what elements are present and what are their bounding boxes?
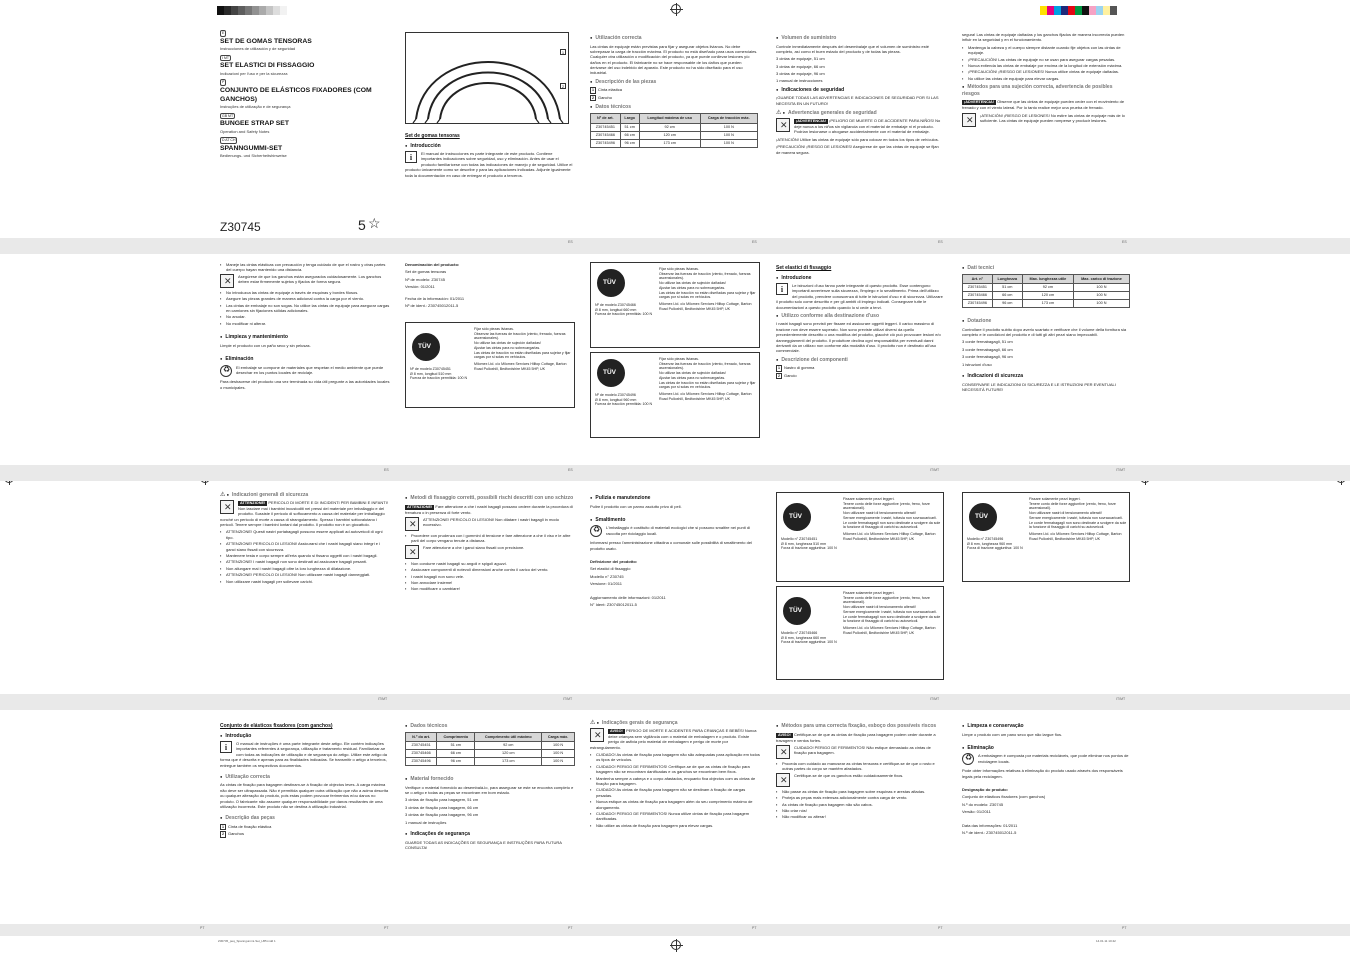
list-item: ▪ Asegure las piezas grandes de manera adicional contra la carga por el viento. <box>220 296 390 301</box>
version-line: Versão: 01/2011 <box>962 809 991 815</box>
part-1: 1 Cinta elástica <box>592 87 622 93</box>
supply-item: 3 cintas de fixação para bagagem, 66 cm <box>405 804 479 810</box>
warning-text: Certifique-se de que as cintas de fixação para bagagem podem ceder durante a travagem e ventos fortes. <box>776 731 936 743</box>
clean-text: Limpe o produto com um pano seco que não largue fios. <box>962 731 1063 737</box>
version-line: Versione: 01/2011 <box>590 581 622 587</box>
tuv-instructions: Fissare solamente pezzi leggeri. Tenere conto delle forze aggiuntive (vento, freno, forze ascensionali). Non utilizzare nastri di tensionamento alterati! Serrare energicamente i nastri, tuttavia non sovraccaricarli. Le corde fermabagagli non sono destinate a svolgere da sole la funzione di fissaggio di carichi su autoveicoli. Milomex Ltd. c/o Milomex Services Hilltop Cottage, Barton Road Pulloxhill, Bedfordshire MK45 5HP, UK <box>843 591 941 635</box>
supply-item: 3 corde fermabagagli, 96 cm <box>962 354 1013 360</box>
lang-badge: GB MT <box>222 113 234 118</box>
pt-general-safety <box>590 720 760 829</box>
page-label: ES <box>568 240 573 244</box>
list-item: ▪ Proceda com cuidado ao manusear as cintas tensoras e certifique-se de que o rosto e outras partes do corpo se mantêm afastados. <box>776 761 944 772</box>
it-cleaning-section <box>590 492 760 609</box>
page-label: PT <box>1122 926 1127 930</box>
supply-text: Controllare il prodotto subito dopo averlo scartato e verificare che il volume della fornitura sia completo e le condizioni del prodotto e di tutti gli altri pezzi siano impeccabili. <box>962 326 1127 338</box>
methods-title: ● Métodos para uma correcta fixação, esboço dos possíveis riscos <box>776 723 944 730</box>
supply-title: ● Dotazione <box>962 318 1130 325</box>
date-line: Fecha de la información: 01/2011 <box>405 295 465 301</box>
part-1: 1 Cinta de fixação elástica <box>222 823 272 829</box>
page-label: PT <box>938 926 943 930</box>
cover-title-it: SET ELASTICI DI FISSAGGIO <box>220 62 315 70</box>
list-item: ▪ I nastri bagagli non sono vele. <box>405 574 575 579</box>
list-item: ▪ Non annodare insieme! <box>405 580 575 585</box>
disposal-text-2: Para deshacerse del producto una vez terminada su vida útil pregunte a las autoridades locales o municipales. <box>220 379 390 390</box>
warning-triangle-icon: ⚠ <box>220 492 226 498</box>
use-title: ● Utilizzo conforme alla destinazione d'uso <box>776 313 944 320</box>
cover-subtitle-pt: Instruções de utilização e de segurança <box>220 104 291 110</box>
general-warnings-title: ● Indicazioni generali di sicurezza <box>227 492 309 498</box>
table-header: Carga de tracción máx. <box>700 113 757 123</box>
general-warnings <box>776 110 944 118</box>
es-product-info <box>405 262 575 310</box>
table-header: Max. carico di trazione <box>1073 274 1129 284</box>
table-header: Largo <box>620 113 639 123</box>
table-row: Z30745466 66 cm 120 cm 100 N <box>591 131 758 139</box>
hook-text: Certifique-se de que os ganchos estão cuidadosamente fixos. <box>794 772 904 778</box>
list-item: ▪ ¡PRECAUCIÓN! Las cintas de equipaje no se usan para asegurar cargas pesadas. <box>962 57 1130 62</box>
tuv-instructions: Fissare solamente pezzi leggeri. Tenere conto delle forze aggiuntive (vento, freno, forze ascensionali). Non utilizzare nastri di tensionamento alterati! Serrare energicamente i nastri, tuttavia non sovraccaricarli. Le corde fermabagagli non sono destinate a svolgere da sole la funzione di fissaggio di carichi su autoveicoli. Milomex Ltd. c/o Milomex Services Hilltop Cottage, Barton Road Pulloxhill, Bedfordshire MK45 5HP, UK <box>1029 497 1127 541</box>
warning-label: AVISO! <box>778 732 791 737</box>
star-icon: ☆ <box>368 215 381 231</box>
safety-text: ¡GUARDE TODAS LAS ADVERTENCIAS E INDICACIONES DE SEGURIDAD POR SI LAS NECESITA EN UN FUTURO! <box>776 95 939 106</box>
product-designation-title: Definizione del prodotto: <box>590 558 638 564</box>
caution-text: ¡PRECAUCIÓN! ¡RIESGO DE LESIONES! Asegúrese de que las cintas de equipaje se fijan de manera segura. <box>776 144 939 155</box>
table-row: Z30745466 66 cm 120 cm 100 N <box>406 750 575 758</box>
warning-text: PERICOLO DI MORTE E DI INCIDENTI PER BAMBINI E INFANTI! Non lasciare mai i bambini incustoditi nei pressi del materiale per imballaggio e del prodotto. Sussiste il pericolo di soffocamento a causa del materiale per imballaggio nonché un pericolo di morte a causa di strangolamento. Spesso i bambini sottovalutano i pericoli. Tenere sempre i bambini lontani dal prodotto. Il prodotto non è un giocattolo. <box>220 499 388 528</box>
list-item: ▪ Não passe as cintas de fixação para bagagem sobre esquinas e arestas afiadas. <box>776 789 944 794</box>
warning-text: PERIGO DE MORTE E ACIDENTES PARA CRIANÇAS E BEBÉS! Nunca deixe crianças sem vigilância com o material de embalagem e o produto. Existe perigo de asfixia pelo material de embalagem e perigo de morte por estrangulamento. <box>590 727 757 750</box>
general-warnings-title: ● Advertencias generales de seguridad <box>783 110 877 116</box>
tuv-model-info: Nº de modelo Z30745451 Ø 8 mm, longitud 510 mm Fuerza de tracción permitida: 100 N <box>410 367 468 381</box>
warning-triangle-icon: ⚠ <box>776 110 782 117</box>
list-item: ▪ Non condurre nastri bagagli su angoli e spigoli aguzzi. <box>405 561 575 566</box>
supply-text: Verifique o material fornecido ao desembalá-lo, para assegurar se este se encontra completo e se o artigo e todas as peças se encontram em bom estado. <box>405 784 574 796</box>
cover-title-pt: CONJUNTO DE ELÁSTICOS FIXADORES (COM GANCHOS) <box>220 86 372 103</box>
part-2: 2 Ganchos <box>222 831 244 837</box>
tuv-logo-icon <box>597 269 625 297</box>
use-title: ● Utilización correcta <box>590 35 758 42</box>
supply-item: 1 manual de instrucciones <box>776 78 823 84</box>
tuv-label-box <box>405 322 575 408</box>
tuv-instructions: Fissare solamente pezzi leggeri. Tenere conto delle forze aggiuntive (vento, freno, forze ascensionali). Non utilizzare nastri di tensionamento alterati! Serrare energicamente i nastri, tuttavia non sovraccaricarli. Le corde fermabagagli non sono destinate a svolgere da sole la funzione di fissaggio di carichi su autoveicoli. Milomex Ltd. c/o Milomex Services Hilltop Cottage, Barton Road Pulloxhill, Bedfordshire MK45 5HP, UK <box>843 497 941 541</box>
strap-stretch-icon <box>405 517 419 531</box>
list-item: ▪ ATTENZIONE! I nastri bagagli non sono destinati ad assicurare bagagli pesanti. <box>220 559 390 564</box>
data-title: ● Dados técnicos <box>405 723 575 730</box>
page-label: ES <box>752 240 757 244</box>
cover-subtitle-gb: Operation and Safety Notes <box>220 128 270 134</box>
supply-item: 3 cintas de equipaje, 66 cm <box>776 63 825 69</box>
methods-title: ● Métodos para una sujeción correcta, advertencia de posibles riesgos <box>962 84 1130 97</box>
page-label: IT/MT <box>930 468 940 472</box>
it-general-safety <box>220 492 390 585</box>
general-warnings <box>220 492 390 500</box>
table-row: Z30745451 51 cm 92 cm 100 N <box>591 123 758 131</box>
intro-text: El manual de instrucciones es parte integrante de este producto. Contiene importantes indicaciones sobre seguridad, uso y eliminación. Antes de usar el producto familiarícese con todas las indicaciones de manejo y de seguridad. Utilice el producto únicamente como se describe y para las aplicaciones indicadas. Adjunte igualmente toda la documentación en caso de entregar el producto a terceros. <box>405 151 573 178</box>
attention-text: ¡ATENCIÓN! Utilice las cintas de equipaje sólo para colocar en todos los tipos de vehículos. <box>776 136 939 142</box>
strap-stretch-icon <box>962 113 976 127</box>
warning-label: ATTENZIONE! <box>407 504 433 509</box>
disposal-title: ● Eliminação <box>962 745 1130 752</box>
list-item: ▪ CUIDADO! As cintas de fixação para bagagem não são adequadas para aplicação em todos os tipos de veículos. <box>590 752 760 763</box>
general-warnings <box>590 720 760 728</box>
safety-text: CONSERVARE LE INDICAZIONI DI SICUREZZA E LE ISTRUZIONI PER EVENTUALI NECESSITÀ FUTURE! <box>962 381 1116 392</box>
part-1: 1 Nastro di gomma <box>778 365 815 371</box>
date-line: Aggiornamento delle informazioni: 01/2011 <box>590 594 666 600</box>
cover-title-de: SPANNGUMMI-SET <box>220 144 283 152</box>
cover-title-gb: BUNGEE STRAP SET <box>220 120 289 128</box>
table-header: Longitud máxima de uso <box>639 113 700 123</box>
table-header: Lunghezza <box>992 274 1022 284</box>
tuv-label-box <box>776 586 944 680</box>
supply-item: 3 cintas de fixação para bagagem, 96 cm <box>405 812 479 818</box>
es-use-section <box>590 32 758 148</box>
page-label: IT/MT <box>378 697 388 701</box>
supply-item: 1 istruzioni d'uso <box>962 361 992 367</box>
warning-label: AVISO! <box>610 728 623 733</box>
product-image <box>405 32 569 124</box>
tuv-model-info: Modello n° Z30745451 Ø 8 mm, lunghezza 510 mm Forza di trazione aggiuntiva: 100 N <box>781 537 837 551</box>
cover-title-es: SET DE GOMAS TENSORAS <box>220 37 312 45</box>
it-intro-section <box>776 262 944 380</box>
disposal-title: ● Eliminación <box>220 356 390 363</box>
tech-data-table <box>405 732 575 767</box>
list-item: ▪ Proteja as peças mais extensas adicionalmente contra carga de vento. <box>776 795 944 800</box>
pt-methods-section <box>776 720 944 821</box>
model-number: Z30745 <box>220 220 261 234</box>
hook-icon <box>405 545 419 559</box>
ident-line: N° Ident: Z30745012011-5 <box>590 601 637 607</box>
page-label: IT/MT <box>563 697 573 701</box>
disposal-title: ● Smaltimento <box>590 517 760 524</box>
safety-text: GUARDE TODAS AS INDICAÇÕES DE SEGURANÇA E INSTRUÇÕES PARA FUTURA CONSULTA! <box>405 839 562 850</box>
tuv-instructions: Fijar sólo piezas livianas. Observar las fuerzas de tracción (viento, frenado, fuerzas ascensionales). No utilizar las cintas de sujeción dañadas! Ajustar las cintas para no sobrecargarlas. Las cintas de tracción no están diseñadas para sujetar y fijar cargas por si solas en vehículos. Milomex Ltd. c/o Milomex Services Hilltop Cottage, Barton Road Pulloxhill, Bedfordshire MK45 5HP, UK <box>659 267 756 311</box>
callout-2: 2 <box>561 84 565 89</box>
part-2: 2 Gancho <box>592 94 612 100</box>
product-designation-title: Designação do produto: <box>962 786 1008 792</box>
table-header: Art. n° <box>963 274 993 284</box>
table-row: Z30745496 96 cm 173 cm 100 N <box>406 758 575 766</box>
fold-number: 5 <box>358 217 366 233</box>
list-item: ▪ No introduzca las cintas de equipaje a través de esquinas y bordes filosos. <box>220 290 390 295</box>
tuv-label-box <box>962 492 1130 582</box>
strap-stretch-icon <box>776 745 790 759</box>
page-label: ES <box>568 468 573 472</box>
text: segura! Las cintas de equipaje dañadas y los ganchos fijados de manera incorrecta pueden influir en la seguridad y en el funcionamiento. <box>962 32 1125 43</box>
hook-icon <box>776 773 790 787</box>
list-item: ▪ No utilice las cintas de equipaje para elevar cargas. <box>962 76 1130 81</box>
table-header: Comprimento útil máximo <box>475 732 542 742</box>
caution-text: ATTENZIONE! PERICOLO DI LESIONI! Non dilatare i nastri bagagli in modo eccessivo. <box>423 517 559 528</box>
product-designation-title: Denominación del producto: <box>405 262 460 267</box>
general-warnings-title: ● Indicações gerais de segurança <box>597 720 678 726</box>
intro-title: ● Introducción <box>405 143 573 150</box>
clean-text: Limpie el producto con un paño seco y sin pelusas. <box>220 342 311 348</box>
hook-text: Fare attenzione a che i ganci siano fissati con precisione. <box>423 544 525 550</box>
es-supply-section <box>776 32 944 157</box>
supply-item: 3 cintas de equipaje, 96 cm <box>776 71 825 77</box>
model-line: N.º do modelo: Z30745 <box>962 801 1004 807</box>
registration-mark <box>671 4 681 14</box>
table-header: N.º do art. <box>406 732 437 742</box>
use-title: ● Utilização correcta <box>220 774 390 781</box>
tuv-logo-icon <box>597 359 625 387</box>
parts-title: ● Descrizione dei componenti <box>776 357 944 364</box>
ident-line: N.º de ident.: Z30745012011-5 <box>962 829 1017 835</box>
list-item: ▪ ATTENZIONE! PERICOLO DI LESIONI! Non utilizzare nastri bagagli danneggiati. <box>220 572 390 577</box>
grayscale-bar <box>217 6 287 15</box>
it-data-section <box>962 262 1130 394</box>
disposal-text: A embalagem é composta por materiais recicláveis, que pode eliminar nos pontos de reciclagem locais. <box>978 753 1129 764</box>
list-item: ▪ ¡PRECAUCIÓN! ¡RIESGO DE LESIONES! Nunca utilice cintas de equipaje dañadas. <box>962 69 1130 74</box>
tuv-model-info: Modello n° Z30745496 Ø 8 mm, lunghezza 960 mm Forza di trazione aggiuntiva: 100 N <box>967 537 1023 551</box>
model-line: Modello n° Z30745 <box>590 573 624 579</box>
file-date: 14.01.11 10:42 <box>1096 939 1116 943</box>
warning-triangle-icon: ⚠ <box>590 720 596 726</box>
table-header: Nº de art. <box>591 113 621 123</box>
lang-badge: I MT <box>222 55 229 60</box>
ident-line: Nº de ident.: Z30745012011-5 <box>405 302 459 308</box>
tuv-instructions: Fijar sólo piezas livianas. Observar las fuerzas de tracción (viento, frenado, fuerzas ascensionales). No utilizar las cintas de sujeción dañadas! Ajustar las cintas para no sobrecargarlas. Las cintas de tracción no están diseñadas para sujetar y fijar cargas por si solas en vehículos. Milomex Ltd. c/o Milomex Services Hilltop Cottage, Barton Road Pulloxhill, Bedfordshire MK45 5HP, UK <box>474 327 571 371</box>
disposal-text: El embalaje se compone de materiales que respetan el medio ambiente que puede desechar en los puntos locales de reciclaje. <box>236 364 384 375</box>
list-item: ▪ No modificar ni alterar. <box>220 321 390 326</box>
page-label: IT/MT <box>1116 697 1126 701</box>
child-warning-icon <box>590 728 604 742</box>
safety-title: ● Indicazioni di sicurezza <box>962 373 1130 380</box>
tuv-logo-icon <box>969 503 997 531</box>
pt-data-section <box>405 720 575 852</box>
list-item: ▪ Não modificar ou alterar! <box>776 814 944 819</box>
tuv-model-info: Nº de modelo Z30745466 Ø 8 mm, longitud 660 mm Fuerza de tracción permitida: 100 N <box>595 303 653 317</box>
supply-item: 3 corde fermabagagli, 51 cm <box>962 339 1013 345</box>
tuv-label-box <box>590 262 760 348</box>
lang-badge: D AT CH <box>222 138 236 143</box>
date-line: Data das informações: 01/2011 <box>962 822 1018 828</box>
use-text: As cintas de fixação para bagagem destinam-se à fixação de objectos leves. A carga máxima não deve ser ultrapassada. Não é permitida qualquer outra utilização que não a acima descrita ou qualquer alteração do produto, pois estas podem provocar ferimentos e/ou danos no produto. O fabricante não assume qualquer responsabilidade por danos resultantes de uma utilização incorrecta. Este produto não se destina à utilização industrial. <box>220 782 389 810</box>
clean-title: ● Pulizia e manutenzione <box>590 495 760 502</box>
list-item: ▪ Nunca estique as cintas de fixação para bagagem além do seu comprimento máximo de alongamento. <box>590 799 760 810</box>
list-item: ▪ CUIDADO! As cintas de fixação para bagagem não se destinam à fixação de cargas pesadas. <box>590 787 760 798</box>
list-item: ▪ Procedere con prudenza con i gommini di tensione e fare attenzione a che il viso e le altre parti del corpo vengano tenute a distanza. <box>405 533 575 544</box>
page-band <box>0 238 1350 254</box>
info-icon: i <box>405 151 417 163</box>
pt-cleaning-section <box>962 720 1130 837</box>
warning-text: ¡PELIGRO DE MUERTE O DE ACCIDENTE PARA NIÑOS! No deje nunca a los niños sin vigilancia con el material de embalaje ni el producto. Podrían lesionarse o ahogarse accidentalmente con el material de embalaje. <box>794 117 941 135</box>
clean-title: ● Limpeza e conservação <box>962 723 1130 730</box>
page-band <box>0 694 1350 710</box>
list-item: ▪ Não criar nós! <box>776 808 944 813</box>
cover-subtitle-es: Instrucciones de utilización y de seguridad <box>220 46 296 52</box>
supply-item: 3 cintas de equipaje, 51 cm <box>776 56 825 62</box>
es-continued-section <box>220 262 390 392</box>
page-label: IT/MT <box>1116 468 1126 472</box>
info-icon: i <box>776 283 788 295</box>
table-row: Z30745451 51 cm 92 cm 100 N <box>963 284 1130 292</box>
table-header: Comprimento <box>437 732 475 742</box>
table-header: Carga máx. <box>542 732 575 742</box>
cover-page <box>220 30 390 162</box>
parts-title: ● Descrição das peças <box>220 815 390 822</box>
list-item: ▪ No anudar. <box>220 314 390 319</box>
table-row: Z30745496 96 cm 173 cm 100 N <box>963 300 1130 308</box>
supply-item: 3 corde fermabagagli, 66 cm <box>962 346 1013 352</box>
list-item: ▪ Non modificare o cambiare! <box>405 586 575 591</box>
model-line: Nº de modelo: Z30745 <box>405 276 445 282</box>
page-label: PT <box>200 926 205 930</box>
supply-title: ● Material fornecido <box>405 776 575 783</box>
page-label: PT <box>384 926 389 930</box>
parts-title: ● Descripción de las piezas <box>590 79 758 86</box>
list-item: ▪ Mantenga la cabeza y el cuerpo siempre distante cuando fije objetos con las cintas de equipaje. <box>962 45 1130 56</box>
list-item: ▪ CUIDADO! PERIGO DE FERIMENTOS! Certifique-se de que as cintas de fixação para bagagem não se encontram danificadas e os ganchos se encontram bem fixos. <box>590 764 760 775</box>
product-name: Set elastici di fissaggio <box>590 566 631 572</box>
tuv-model-info: Nº de modelo Z30745496 Ø 8 mm, longitud 960 mm Fuerza de tracción permitida: 100 N <box>595 393 653 407</box>
disposal-text-2: Pode obter informações relativas à eliminação do produto usado através dos responsáveis legais pela reciclagem. <box>962 768 1123 779</box>
list-item: ▪ As cintas de fixação para bagagem não são cabos. <box>776 802 944 807</box>
section-heading: Set de gomas tensoras <box>405 133 460 139</box>
hook-icon <box>220 274 234 288</box>
color-bar <box>1040 6 1117 15</box>
page-label: PT <box>568 926 573 930</box>
tuv-label-box <box>776 492 944 582</box>
child-warning-icon <box>220 500 234 514</box>
warning-text: Fare attenzione a che i nastri bagagli possano cedere durante la procedura di frenatura o in presenza di forte vento. <box>405 503 573 515</box>
product-name: Set de gomas tensoras <box>405 269 447 275</box>
list-item: ▪ Las cintas de embalaje no son sogas. No utilice las cintas de equipaje para asegurar cargas en camiones sin fijaciones sólidas adicionales. <box>220 303 390 314</box>
safety-title: ● Indicaciones de seguridad <box>776 87 944 94</box>
lang-badge: P <box>222 80 225 85</box>
bungee-straps-drawing <box>406 33 570 125</box>
caution-text: ¡ATENCIÓN! ¡RIESGO DE LESIONES! No estire las cintas de equipaje más de lo suficiente. Las cintas de equipaje pueden romperse y producir lesiones. <box>980 112 1125 124</box>
part-2: 2 Gancio <box>778 372 797 378</box>
recycle-icon <box>220 365 232 377</box>
clean-title: ● Limpieza y mantenimiento <box>220 334 390 341</box>
it-methods-section <box>405 492 575 593</box>
es-intro-section <box>405 130 573 180</box>
supply-item: 3 cintas de fixação para bagagem, 51 cm <box>405 797 479 803</box>
data-title: ● Dati tecnici <box>962 265 1130 272</box>
cover-subtitle-it: Indicazioni per l'uso e per la sicurezza <box>220 70 288 76</box>
intro-text: Le istruzioni d'uso fanno parte integrante di questo prodotto. Esse contengono importanti avvertenze sulla sicurezza, l'impiego e lo smaltimento. Prima dell'utilizzo del prodotto, prendere conoscenza di tutte le istruzioni d'uso e di sicurezza. Utilizzare il prodotto solo come descritto e per gli ambiti di impiego indicati. Consegnare tutte le documentazioni a questo prodotto quando lo si cede a terzi. <box>776 283 943 310</box>
warning-label: ATTENZIONE! <box>240 500 266 505</box>
supply-text: Controle inmediatamente después del desembalaje que el volumen de suministro esté completo, así como el buen estado del producto y de todas las piezas. <box>776 43 929 54</box>
intro-text: O manual de instruções é uma parte integrante deste artigo. Ele contém indicações importantes referentes à segurança, utilização e tratamento residual. Familiarizar-se com todas as indicações de utilização e de segurança do artigo. Utilize este artigo da forma que é descrita e apenas para as finalidades indicadas. Se transmitir o artigo a terceiros, entregue também os respectivos documentos. <box>220 741 387 768</box>
page-band <box>0 465 1350 481</box>
tuv-label-box <box>590 352 760 438</box>
page-label: IT/MT <box>930 697 940 701</box>
section-heading: Conjunto de elásticos fixadores (com ganchos) <box>220 723 333 729</box>
warning-text: Observe que las cintas de equipaje pueden ceder con el movimiento de frenado y con el viento lateral. Por lo tanto realice mejor una prueba de frenado. <box>962 99 1125 111</box>
table-row: Z30745496 96 cm 173 cm 100 N <box>591 139 758 147</box>
tuv-logo-icon <box>412 333 440 361</box>
warning-label: ¡ADVERTENCIA! <box>964 100 994 105</box>
methods-title: ● Metodi di fissaggio corretti, possibili rischi descritti con uno schizzo <box>405 495 575 502</box>
list-item: ▪ Não utilize as cintas de fixação para bagagem para elevar cargas. <box>590 823 760 828</box>
safety-title: ● Indicações de segurança <box>405 831 575 838</box>
lang-badge: E <box>222 31 225 35</box>
es-methods-section <box>962 32 1130 129</box>
disposal-text: L'imballaggio è costituito di materiali ecologici che si possono smaltire nei punti di raccolta per riciclaggio locali. <box>606 525 750 536</box>
list-item: ▪ Assicurare componenti di notevoli dimensioni anche contro il carico del vento. <box>405 567 575 572</box>
page-label: ES <box>1122 240 1127 244</box>
hook-text: Asegúrese de que los ganchos están asegurados cuidadosamente. Los ganchos deben estar firmemente sujetos y fijados de forma segura. <box>238 273 382 285</box>
pt-intro-section <box>220 720 390 839</box>
version-line: Versión: 01/2011 <box>405 284 435 290</box>
section-heading: Set elastici di fissaggio <box>776 265 832 271</box>
list-item: ▪ ATTENZIONE! PERICOLO DI LESIONI! Assicurarsi che i nastri bagagli siano integri e i ganci siano fissati con sicurezza. <box>220 541 390 552</box>
caution-text: CUIDADO! PERIGO DE FERIMENTOS! Não estique demasiado as cintas de fixação para bagagem. <box>794 745 931 756</box>
list-item: ▪ Non allungare mai i nastri bagagli oltre la loro lunghezza di dilatazione. <box>220 566 390 571</box>
clean-text: Pulire il prodotto con un panno asciutto privo di peli. <box>590 503 682 509</box>
table-row: Z30745451 51 cm 92 cm 100 N <box>406 742 575 750</box>
tech-data-table <box>590 113 758 148</box>
tech-data-table <box>962 274 1130 309</box>
supply-title: ● Volumen de suministro <box>776 35 944 42</box>
product-name: Conjunto de elásticos fixadores (com ganchos) <box>962 794 1046 800</box>
callout-1: 1 <box>561 50 565 55</box>
warning-label: ¡ADVERTENCIA! <box>796 118 826 123</box>
intro-title: ● Introduzione <box>776 275 944 282</box>
file-code: Z30745_peq_Spanngummi-Set_LB5.indd 1 <box>218 939 276 943</box>
list-item: ▪ CUIDADO! PERIGO DE FERIMENTOS! Nunca utilize cintas de fixação para bagagem danificadas. <box>590 811 760 822</box>
use-text: I nastri bagagli sono previsti per fissare ed assicurare oggetti leggeri. Il carico massimo di trazione non deve essere superato. Non sono previste utilizzi diversi da quello precedentemente descritto o una modifica del prodotto, giacché ciò può provocare lesioni e/o danneggiamenti del prodotto. Il produttore declina ogni responsabilità per eventuali danni derivanti da un utilizzo non conforme alla modalità d'uso. Il prodotto non è destinato all'uso commerciale. <box>776 321 941 354</box>
registration-mark <box>671 940 681 950</box>
table-row: Z30745466 66 cm 120 cm 100 N <box>963 292 1130 300</box>
supply-item: 1 manual de instruções <box>405 819 447 825</box>
info-icon: i <box>220 741 232 753</box>
cover-subtitle-de: Bedienungs- und Sicherheitshinweise <box>220 153 287 159</box>
list-item: ▪ Non utilizzare nastri bagagli per sollevare carichi. <box>220 579 390 584</box>
table-header: Max. lunghezza utile <box>1022 274 1073 284</box>
page-label: PT <box>752 926 757 930</box>
list-item: ▪ ATTENZIONE! Questi nastri portabagagli possono essere applicati ad autoveicoli di ogni tipo. <box>220 529 390 540</box>
data-title: ● Datos técnicos <box>590 104 758 111</box>
disposal-text-2: Informarsi presso l'amministrazione cittadina o comunale sulle possibilità di smaltimento del prodotto usato. <box>590 540 752 551</box>
tuv-model-info: Modello n° Z30745466 Ø 8 mm, lunghezza 660 mm Forza di trazione aggiuntiva: 100 N <box>781 631 837 645</box>
use-text: Las cintas de equipaje están previstas para fijar y asegurar objetos livianos. No debe sobrepasar la carga de tracción máxima. El producto no está diseñado para usos comerciales. Cualquier otra utilización o modificación del producto, ya que puede conllevar lesiones y/o daños en el producto. El fabricante no se hace responsable de los daños que pueden derivarse del uso indebido del aparato. Este producto no ha sido diseñado para el uso industrial. <box>590 43 758 76</box>
tuv-logo-icon <box>783 597 811 625</box>
list-item: ▪ Maneje las cintas elásticas con precaución y tenga cuidado de que el rostro y otras partes del cuerpo hayan mantenido una distancia. <box>220 262 390 273</box>
list-item: ▪ Mantenere testa e corpo sempre all'erta quando si fissano oggetti con i nastri bagagli. <box>220 553 390 558</box>
list-item: ▪ Nunca extienda las cintas de embalaje por encima de la longitud de extensión máxima. <box>962 63 1130 68</box>
list-item: ▪ Mantenha sempre a cabeça e o corpo afastados, enquanto fixa objectos com as cintas de fixação para bagagem. <box>590 776 760 787</box>
child-warning-icon <box>776 118 790 132</box>
intro-title: ● Introdução <box>220 733 390 740</box>
tuv-instructions: Fijar sólo piezas livianas. Observar las fuerzas de tracción (viento, frenado, fuerzas ascensionales). No utilizar las cintas de sujeción dañadas! Ajustar las cintas para no sobrecargarlas. Las cintas de tracción no están diseñadas para sujetar y fijar cargas por si solas en vehículos. Milomex Ltd. c/o Milomex Services Hilltop Cottage, Barton Road Pulloxhill, Bedfordshire MK45 5HP, UK <box>659 357 756 401</box>
page-label: ES <box>384 468 389 472</box>
tuv-logo-icon <box>783 503 811 531</box>
page-label: ES <box>938 240 943 244</box>
